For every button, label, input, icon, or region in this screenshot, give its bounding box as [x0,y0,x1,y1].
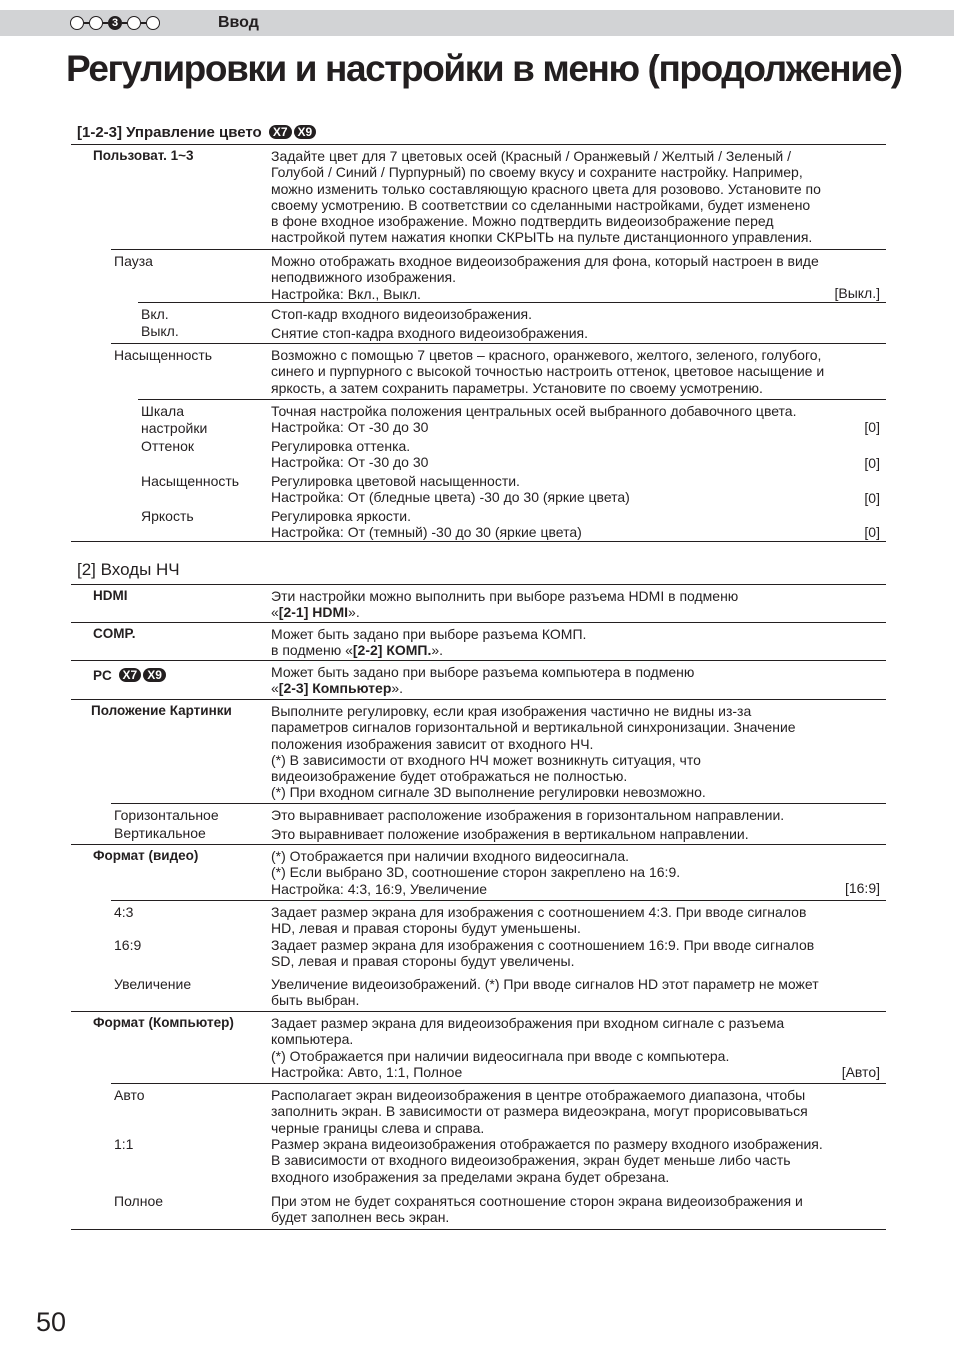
row-label: Шкала настройки [141,403,208,436]
model-badge-x7: X7 [269,125,292,139]
table-row [111,249,886,302]
row-description [271,588,880,621]
step-circle [127,16,141,30]
row-description: Регулировка цветовой насыщенности. Настройка: От (бледные цвета) -30 до 30 (яркие цвета) [271,473,630,506]
row-description: Это выравнивает расположение изображения в горизонтальном направлении. [271,807,785,823]
row-description: Задает размер экрана для изображения с соотношением 4:3. При вводе сигналов HD, левая и правая стороны будут уменьшены. [271,904,807,937]
model-badge-x9: X9 [294,125,317,139]
table-row [111,803,886,844]
pc-label: PC [93,668,112,683]
row-description: Стоп-кадр входного видеоизображения. [271,306,533,322]
row-label: Насыщенность [141,473,240,489]
description-text: ». [348,604,360,621]
table-row [111,1083,886,1229]
table-row [111,900,886,1011]
table-row [71,660,886,699]
row-description: Возможно с помощью 7 цветов – красного, оранжевого, желтого, зеленого, голубого, синего и пурпурного с высокой точностью настроить оттенок, цветовое насыщение и яркость, а затем сохранить параметры. Установите по своему усмотрению. [271,347,825,396]
table-row [111,343,886,399]
description-text: Может быть задано при выборе разъема компьютера в подменю « [271,664,695,697]
row-description [271,664,880,697]
row-label: Авто [114,1087,145,1103]
row-description: Регулировка оттенка. Настройка: От -30 до 30 [271,438,429,471]
row-label: Формат (Компьютер) [93,1015,234,1030]
page-title: Регулировки и настройки в меню (продолжение) [66,48,902,89]
row-label: COMP. [93,626,136,641]
row-description: Это выравнивает положение изображения в вертикальном направлении. [271,826,749,842]
row-description: Можно отображать входное видеоизображения для фона, который настроен в виде неподвижного изображения. Настройка: Вкл., Выкл. [271,253,819,302]
step-circle [146,16,160,30]
page-number: 50 [36,1307,67,1337]
row-label: 16:9 [114,937,142,953]
input-section-heading: [2] Входы НЧ [77,560,180,579]
row-description: Точная настройка положения центральных осей выбранного добавочного цвета. Настройка: От -30 до 30 [271,403,797,436]
description-text: Может быть задано при выборе разъема КОМП. в подменю « [271,626,587,659]
color-section-heading [77,124,316,142]
description-text: Эти настройки можно выполнить при выборе разъема HDMI в подменю « [271,588,739,621]
row-label: Яркость [141,508,194,524]
row-description: При этом не будет сохраняться соотношение сторон экрана видеоизображения и будет заполнен весь экран. [271,1193,803,1226]
step-circle [89,16,103,30]
table-row [71,1011,886,1083]
menu-reference: [2-3] Компьютер [278,680,392,697]
row-label: Горизонтальное [114,807,219,823]
default-value: [0] [864,490,880,506]
menu-reference: [2-1] HDMI [278,604,349,621]
row-label: Оттенок [141,438,194,454]
default-value: [Авто] [841,1064,880,1080]
color-settings-table [71,144,886,542]
row-label: HDMI [93,588,128,603]
description-text: ». [391,680,404,697]
menu-reference: [2-2] КОМП. [352,642,432,659]
row-label: Насыщенность [114,347,213,363]
row-label: Положение Картинки [91,703,232,718]
row-description: (*) Отображается при наличии входного видеосигнала. (*) Если выбрано 3D, соотношение сторон закреплено на 16:9. Настройка: 4:3, 16:9, Увеличение [271,848,681,897]
row-label [93,668,166,685]
row-label: Увеличение [114,976,192,992]
row-description [271,626,880,659]
row-description: Увеличение видеоизображений. (*) При вводе сигналов HD этот параметр не может быть выбран. [271,976,819,1009]
row-label: Пауза [114,253,153,269]
section-label: Ввод [218,14,259,31]
row-label: Полное [114,1193,164,1209]
row-description: Снятие стоп-кадра входного видеоизображения. [271,325,589,341]
default-value: [0] [864,524,880,540]
default-value: [16:9] [844,880,880,896]
row-description: Размер экрана видеоизображения отображается по размеру входного изображения. В зависимости от входного видеоизображения, экран будет меньше либо часть входного изображения за пределами экрана будет обрезана. [271,1136,823,1185]
color-section-title: [1-2-3] Управление цвето [77,124,262,141]
table-row [71,622,886,660]
row-description: Задает размер экрана для видеоизображения при входном сигнале с разъема компьютера. (*) Отображается при наличии видеосигнала при вводе с компьютера. Настройка: Авто, 1:1, Полное [271,1015,785,1080]
row-description: Выполните регулировку, если края изображения частично не видны из-за параметров сигналов горизонтальной и вертикальной синхронизации. Значение положения изображения зависит от входного НЧ. (*) В зависимости от входного НЧ может возникнуть ситуация, что видеоизображение будет отображаться не полностью. (*) При входном сигнале 3D выполнение регулировки невозможно. [271,703,796,801]
row-description: Регулировка яркости. Настройка: От (темный) -30 до 30 (яркие цвета) [271,508,582,541]
table-row [138,399,886,541]
row-label: 1:1 [114,1136,134,1152]
description-text: ». [431,642,444,659]
default-value: [Выкл.] [834,285,880,301]
step-indicator [70,13,160,33]
table-row [71,699,886,803]
table-row [71,585,886,622]
step-circle-active: 3 [108,16,122,30]
model-badge-x7: X7 [119,668,142,682]
row-description: Задает размер экрана для изображения с соотношением 16:9. При вводе сигналов SD, левая и правая стороны будут увеличены. [271,937,815,970]
default-value: [0] [864,419,880,435]
row-label: Вкл. [141,306,169,322]
row-label: Вертикальное [114,825,206,841]
table-row [71,844,886,900]
default-value: [0] [864,455,880,471]
table-row [71,145,886,249]
row-label: 4:3 [114,904,134,920]
model-badge-x9: X9 [143,668,166,682]
row-description: Располагает экран видеоизображения в центре отображаемого диапазона, чтобы заполнить экран. В зависимости от размера видеоэкрана, могут прорисовываться черные границы слева и справа. [271,1087,808,1136]
row-label: Пользоват. 1~3 [93,148,194,163]
row-description: Задайте цвет для 7 цветовых осей (Красный / Оранжевый / Желтый / Зеленый / Голубой / Синий / Пурпурный) по своему вкусу и сохраните настройку. Например, можно изменить только составляющую красного цвета для розовово. Установите по своему усмотрению. В соответствии со сделанными настройками, будет изменено в фоне входное изображение. Можно подтвердить видеоизображение перед настройкой путем нажатия кнопки СКРЫТЬ на пульте дистанционного управления. [271,148,821,246]
input-settings-table [71,584,886,1230]
table-row [138,302,886,343]
step-circle [70,16,84,30]
row-label: Формат (видео) [93,848,199,863]
row-label: Выкл. [141,323,179,339]
